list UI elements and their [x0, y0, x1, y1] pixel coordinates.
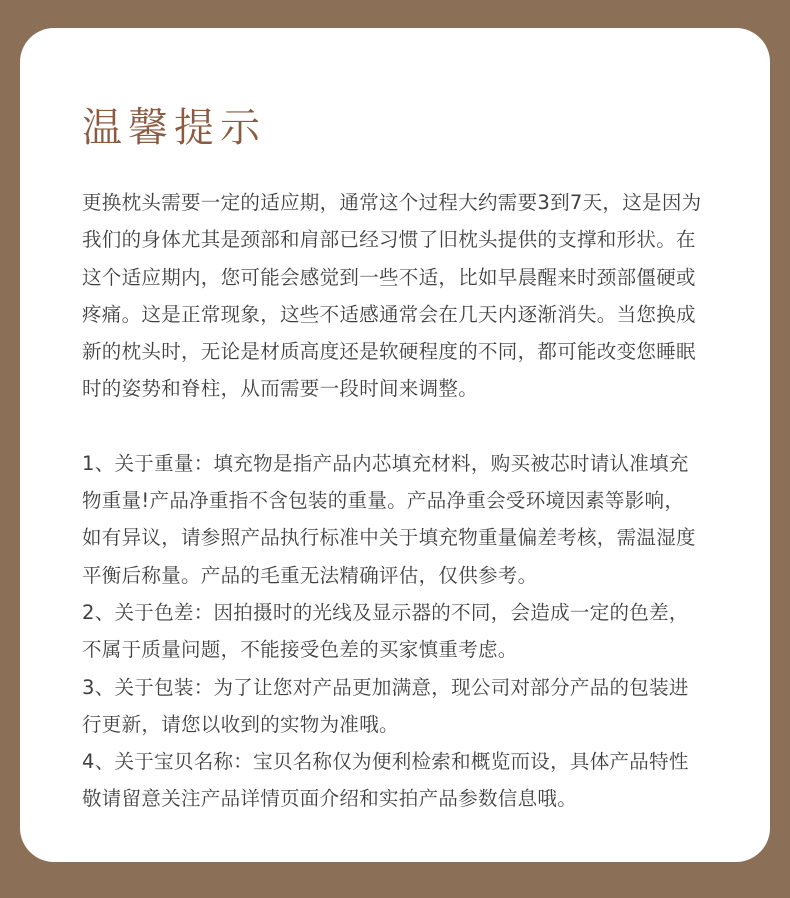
notice-item-product-name: 4、关于宝贝名称：宝贝名称仅为便利检索和概览而设，具体产品特性敬请留意关注产品详情页面介绍和实拍产品参数信息哦。	[82, 750, 689, 811]
notice-list	[82, 445, 710, 818]
intro-paragraph: 更换枕头需要一定的适应期，通常这个过程大约需要3到7天，这是因为我们的身体尤其是颈部和肩部已经习惯了旧枕头提供的支撑和形状。在这个适应期内，您可能会感觉到一些不适，比如早晨醒来时颈部僵硬或疼痛。这是正常现象，这些不适感通常会在几天内逐渐消失。当您换成新的枕头时，无论是材质高度还是软硬程度的不同，都可能改变您睡眠时的姿势和脊柱，从而需要一段时间来调整。	[82, 191, 702, 401]
notice-title: 温馨提示	[82, 105, 266, 151]
notice-item-weight: 1、关于重量：填充物是指产品内芯填充材料，购买被芯时请认准填充物重量!产品净重指不含包装的重量。产品净重会受环境因素等影响，如有异议，请参照产品执行标准中关于填充物重量偏差考核，需温湿度平衡后称量。产品的毛重无法精确评估，仅供参考。	[82, 451, 696, 587]
notice-item-packaging: 3、关于包装：为了让您对产品更加满意，现公司对部分产品的包装进行更新，请您以收到的实物为准哦。	[82, 675, 689, 736]
notice-item-color-difference: 2、关于色差：因拍摄时的光线及显示器的不同，会造成一定的色差，不属于质量问题，不能接受色差的买家慎重考虑。	[82, 600, 689, 662]
notice-card	[20, 28, 770, 862]
